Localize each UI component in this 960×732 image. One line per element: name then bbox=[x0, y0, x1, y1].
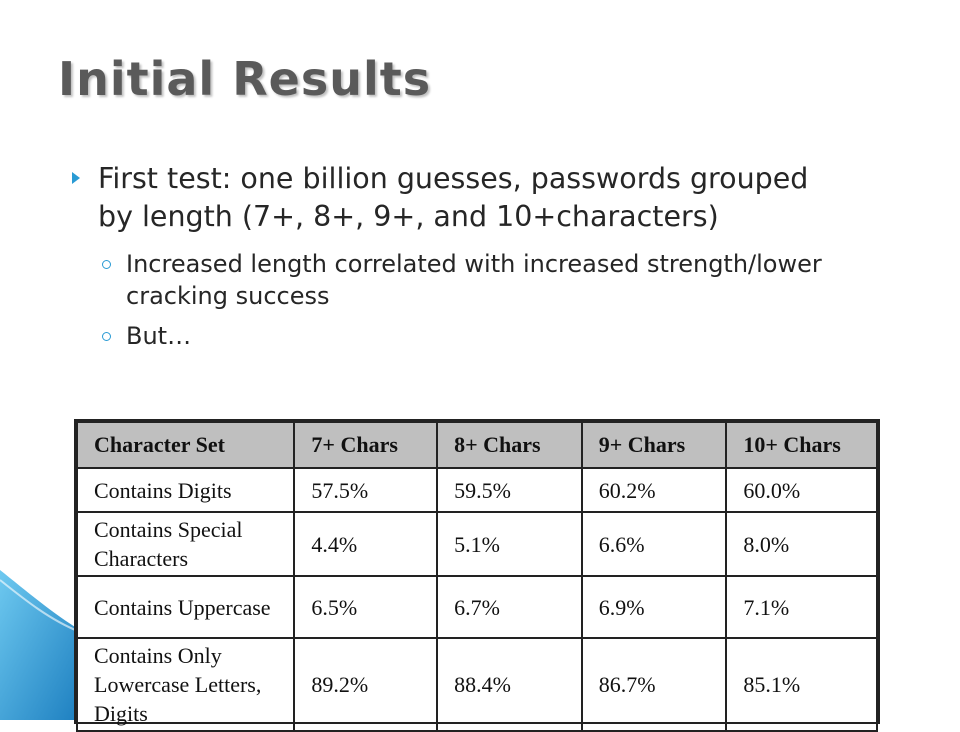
sub-bullet bbox=[72, 320, 832, 352]
table-cell: 6.9% bbox=[582, 576, 727, 638]
table-row bbox=[77, 512, 877, 576]
header-cell: Character Set bbox=[77, 422, 294, 468]
sub-bullet-text: But… bbox=[126, 322, 192, 350]
results-table bbox=[74, 419, 880, 724]
table-cell: 4.4% bbox=[294, 512, 437, 576]
header-cell: 9+ Chars bbox=[582, 422, 727, 468]
table-row bbox=[77, 576, 877, 638]
table-cell: 88.4% bbox=[437, 638, 582, 731]
bullet-main-text: First test: one billion guesses, passwords grouped by length (7+, 8+, 9+, and 10+characters) bbox=[98, 162, 809, 233]
header-cell: 7+ Chars bbox=[294, 422, 437, 468]
row-label: Contains Digits bbox=[77, 468, 294, 512]
row-label: Contains Only Lowercase Letters, Digits bbox=[77, 638, 294, 731]
table-cell: 85.1% bbox=[726, 638, 877, 731]
circle-bullet-icon bbox=[102, 260, 111, 269]
table-row bbox=[77, 468, 877, 512]
table-cell: 8.0% bbox=[726, 512, 877, 576]
table-cell: 6.5% bbox=[294, 576, 437, 638]
table-cell: 57.5% bbox=[294, 468, 437, 512]
row-label: Contains Special Characters bbox=[77, 512, 294, 576]
sub-bullet bbox=[72, 248, 832, 312]
bullet-main bbox=[72, 160, 832, 236]
table-cell: 60.2% bbox=[582, 468, 727, 512]
table-cell: 5.1% bbox=[437, 512, 582, 576]
table-cell: 6.6% bbox=[582, 512, 727, 576]
table-row bbox=[77, 638, 877, 731]
row-label: Contains Uppercase bbox=[77, 576, 294, 638]
arrow-bullet-icon bbox=[72, 172, 80, 184]
table-cell: 86.7% bbox=[582, 638, 727, 731]
table-cell: 59.5% bbox=[437, 468, 582, 512]
circle-bullet-icon bbox=[102, 332, 111, 341]
header-cell: 8+ Chars bbox=[437, 422, 582, 468]
slide-title: Initial Results bbox=[58, 52, 432, 106]
table-cell: 7.1% bbox=[726, 576, 877, 638]
table-cell: 60.0% bbox=[726, 468, 877, 512]
sub-bullet-text: Increased length correlated with increased strength/lower cracking success bbox=[126, 250, 822, 310]
header-cell: 10+ Chars bbox=[726, 422, 877, 468]
table-header-row bbox=[77, 422, 877, 468]
bullet-list bbox=[72, 160, 832, 352]
table-cell: 89.2% bbox=[294, 638, 437, 731]
table-cell: 6.7% bbox=[437, 576, 582, 638]
